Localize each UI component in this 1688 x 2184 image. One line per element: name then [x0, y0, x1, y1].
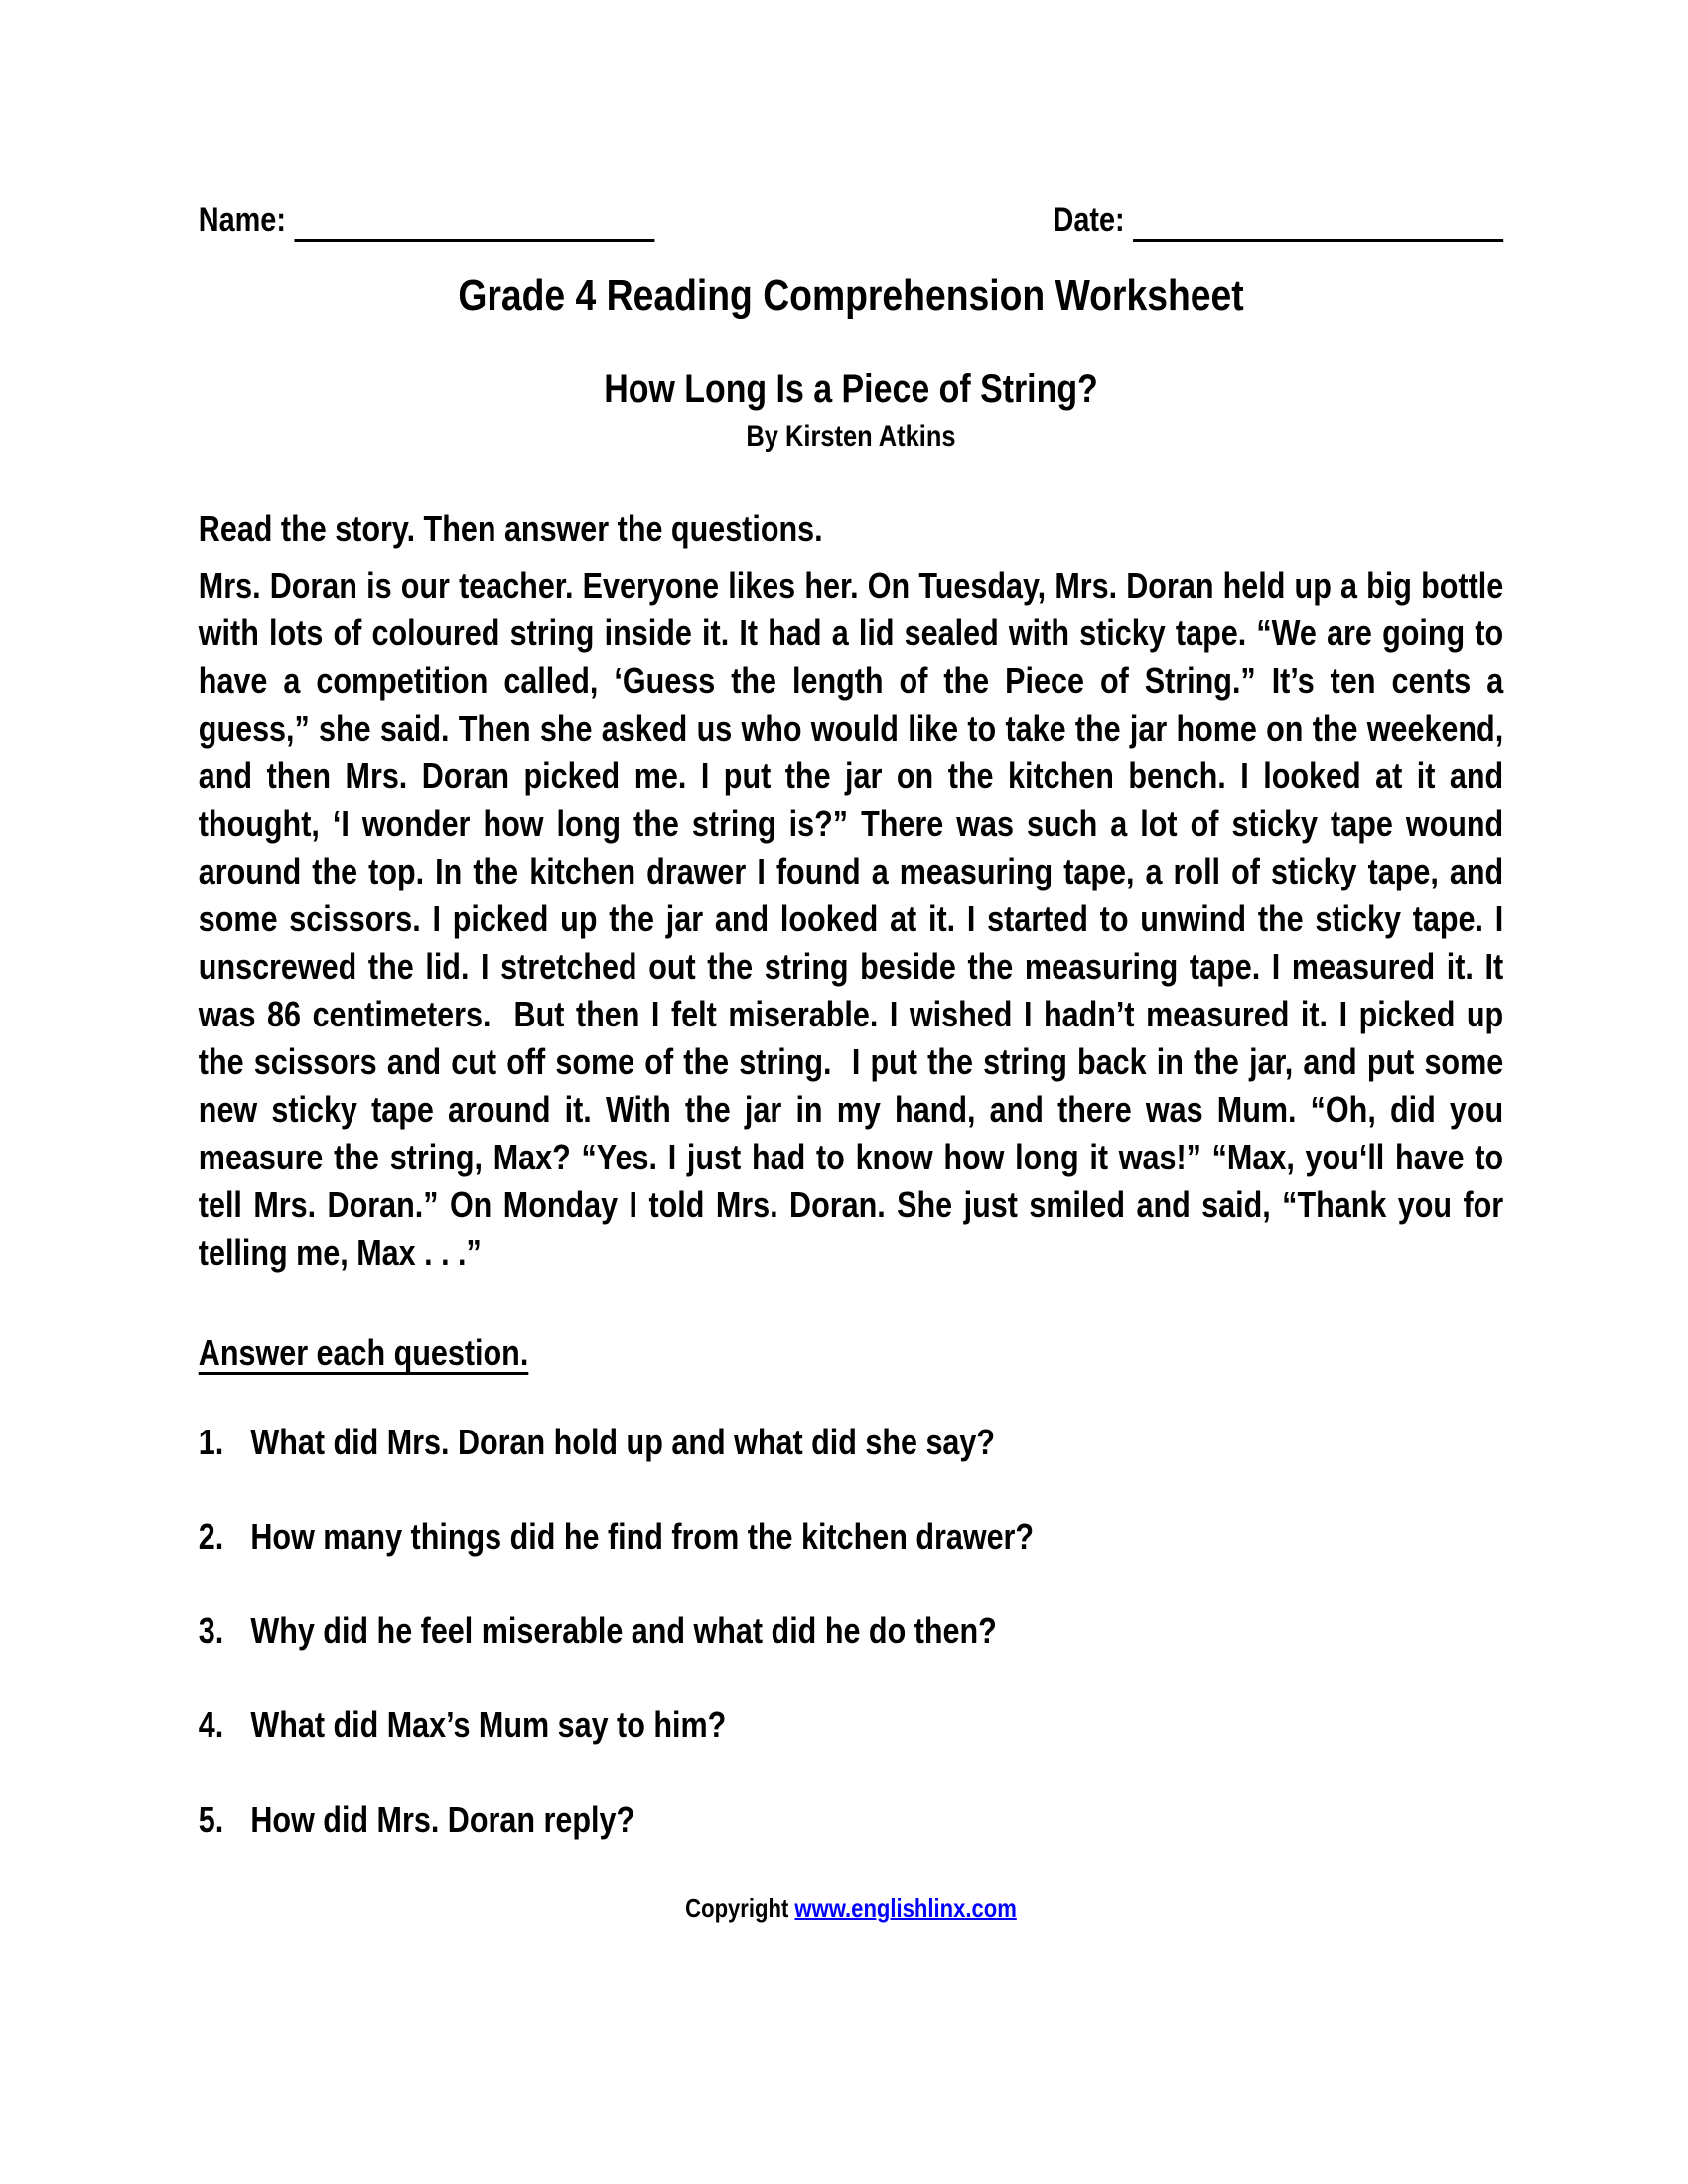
question-text: How did Mrs. Doran reply?	[250, 1799, 635, 1840]
question-text: Why did he feel miserable and what did he do then?	[250, 1610, 997, 1651]
question-text: What did Mrs. Doran hold up and what did she say?	[250, 1422, 996, 1462]
question-text: What did Max’s Mum say to him?	[250, 1705, 727, 1745]
copyright-label: Copyright	[685, 1893, 789, 1923]
question-number: 4.	[198, 1705, 224, 1745]
answer-questions-heading	[199, 1330, 1503, 1376]
story-title: How Long Is a Piece of String?	[604, 367, 1098, 411]
question-number: 5.	[198, 1799, 224, 1840]
worksheet-title: Grade 4 Reading Comprehension Worksheet	[458, 271, 1244, 320]
question-text: How many things did he find from the kitchen drawer?	[250, 1516, 1035, 1557]
englishlinx-link[interactable]: www.englishlinx.com	[794, 1893, 1017, 1923]
question-item-5	[199, 1797, 1503, 1843]
question-number: 3.	[198, 1610, 224, 1651]
date-blank-line[interactable]	[1133, 202, 1503, 242]
story-text: Mrs. Doran is our teacher. Everyone likes her. On Tuesday, Mrs. Doran held up a big bottle with lots of coloured string inside it. It had a lid sealed with sticky tape. “We are going to have a competition called, ‘Guess the length of the Piece of String.” It’s ten cents a guess,” she said. Then she asked us who would like to take the jar home on the weekend, and then Mrs. Doran picked me. I put the jar on the kitchen bench. I looked at it and thought, ‘I wonder how long the string is?” There was such a lot of sticky tape wound around the top. In the kitchen drawer I found a measuring tape, a roll of sticky tape, and some scissors. I picked up the jar and looked at it. I started to unwind the sticky tape. I unscrewed the lid. I stretched out the string beside the measuring tape. I measured it. It was 86 centimeters. But then I felt miserable. I wished I hadn’t measured it. I picked up the scissors and cut off some of the string. I put the string back in the jar, and put some new sticky tape around it. With the jar in my hand, and there was Mum. “Oh, did you measure the string, Max? “Yes. I just had to know how long it was!” “Max, you‘ll have to tell Mrs. Doran.” On Monday I told Mrs. Doran. She just smiled and said, “Thank you for telling me, Max . . .”	[198, 565, 1512, 1273]
date-field	[1053, 199, 1503, 242]
name-field	[199, 199, 655, 242]
question-item-1	[199, 1420, 1503, 1465]
header-fields	[199, 199, 1503, 242]
name-blank-line[interactable]	[294, 202, 654, 242]
answer-questions-heading-text: Answer each question.	[198, 1332, 529, 1373]
name-label: Name:	[198, 202, 286, 239]
question-number: 1.	[198, 1422, 224, 1462]
date-label: Date:	[1053, 202, 1125, 239]
read-story-instruction: Read the story. Then answer the questions.	[198, 508, 823, 549]
story-byline: By Kirsten Atkins	[746, 420, 956, 453]
footer	[199, 1891, 1503, 1925]
question-list	[199, 1420, 1503, 1843]
question-item-4	[199, 1703, 1503, 1748]
question-item-3	[199, 1608, 1503, 1654]
question-number: 2.	[198, 1516, 224, 1557]
question-item-2	[199, 1514, 1503, 1560]
